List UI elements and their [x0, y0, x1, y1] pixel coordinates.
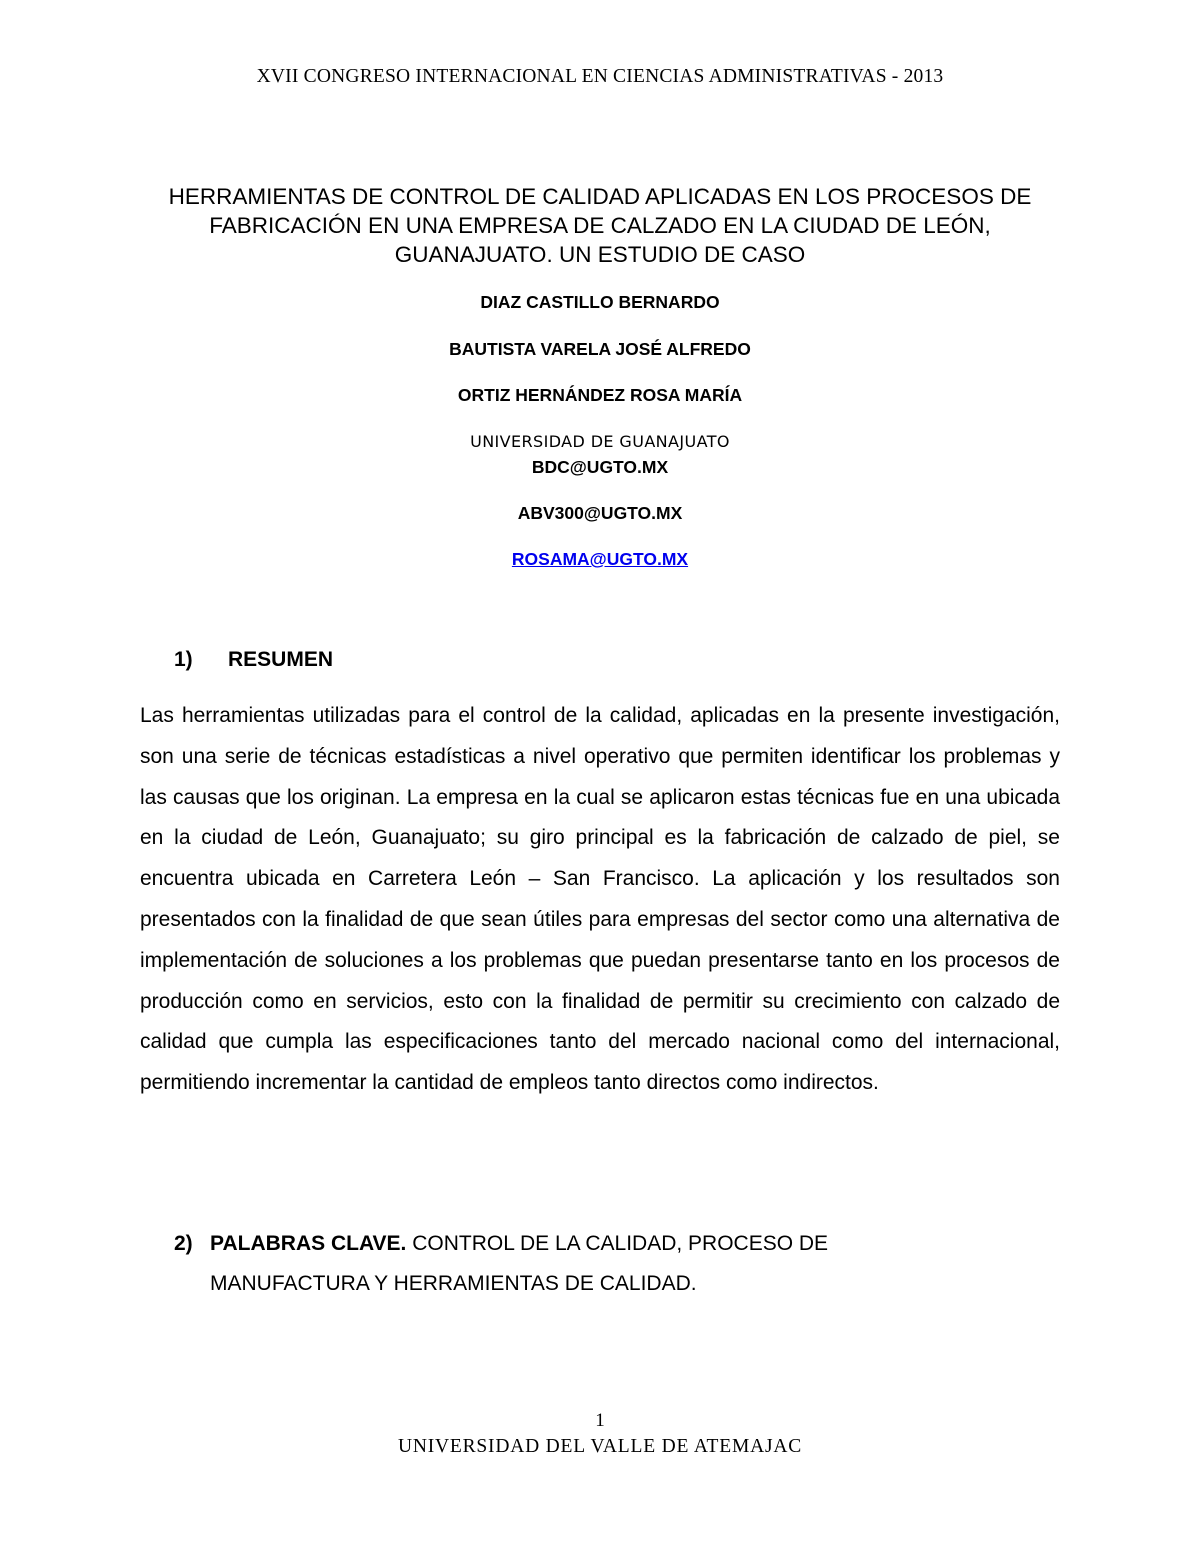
section-number: 1)	[174, 648, 193, 671]
running-footer: UNIVERSIDAD DEL VALLE DE ATEMAJAC	[397, 1436, 803, 1457]
keywords-label: PALABRAS CLAVE.	[210, 1232, 407, 1255]
email-3-container	[0, 549, 1200, 570]
page-number: 1	[595, 1410, 605, 1431]
author-2: BAUTISTA VARELA JOSÉ ALFREDO	[449, 339, 751, 359]
section-title: RESUMEN	[228, 648, 334, 671]
keywords-text: CONTROL DE LA CALIDAD, PROCESO DE MANUFACTURA Y HERRAMIENTAS DE CALIDAD.	[210, 1232, 829, 1295]
section-number: 2)	[174, 1232, 193, 1255]
email-2: ABV300@UGTO.MX	[517, 503, 683, 523]
paper-title: HERRAMIENTAS DE CONTROL DE CALIDAD APLICADAS EN LOS PROCESOS DE FABRICACIÓN EN UNA EMPRESA DE CALZADO EN LA CIUDAD DE LEÓN, GUANAJUATO. UN ESTUDIO DE CASO	[168, 184, 1032, 267]
email-1: BDC@UGTO.MX	[531, 457, 669, 477]
keywords-section	[174, 1224, 964, 1304]
author-3: ORTIZ HERNÁNDEZ ROSA MARÍA	[457, 385, 743, 405]
keywords-body	[210, 1224, 964, 1304]
affiliation: UNIVERSIDAD DE GUANAJUATO	[470, 432, 730, 451]
section-resumen-heading	[174, 648, 333, 672]
running-header: XVII CONGRESO INTERNACIONAL EN CIENCIAS ADMINISTRATIVAS - 2013	[256, 66, 944, 87]
abstract-paragraph: Las herramientas utilizadas para el control de la calidad, aplicadas en la presente investigación, son una serie de técnicas estadísticas a nivel operativo que permiten identificar los problemas y las causas que los originan. La empresa en la cual se aplicaron estas técnicas fue en una ubicada en la ciudad de León, Guanajuato; su giro principal es la fabricación de calzado de piel, se encuentra ubicada en Carretera León – San Francisco. La aplicación y los resultados son presentados con la finalidad de que sean útiles para empresas del sector como una alternativa de implementación de soluciones a los problemas que puedan presentarse tanto en los procesos de producción como en servicios, esto con la finalidad de permitir su crecimiento con calzado de calidad que cumpla las especificaciones tanto del mercado nacional como del internacional, permitiendo incrementar la cantidad de empleos tanto directos como indirectos.	[140, 704, 1060, 1095]
author-1: DIAZ CASTILLO BERNARDO	[480, 292, 720, 312]
email-3-link[interactable]: ROSAMA@UGTO.MX	[511, 549, 689, 569]
